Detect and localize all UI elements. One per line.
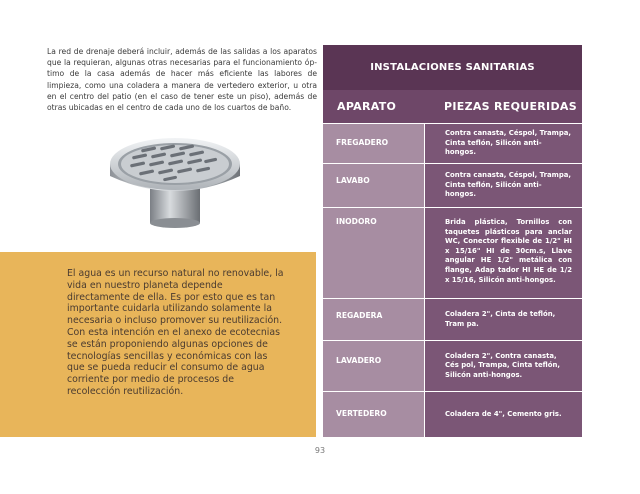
row-aparato: VERTEDERO bbox=[323, 392, 424, 437]
row-piezas: Contra canasta, Céspol, Trampa, Cinta teflón, Silicón anti-hongos. bbox=[424, 124, 582, 163]
row-aparato: FREGADERO bbox=[323, 124, 424, 163]
row-aparato: LAVADERO bbox=[323, 341, 424, 391]
row-piezas: Contra canasta, Céspol, Trampa, Cinta teflón, Silicón anti-hongos. bbox=[424, 164, 582, 207]
row-aparato: INODORO bbox=[323, 208, 424, 298]
table-row bbox=[323, 340, 582, 391]
sanitary-installations-table bbox=[323, 45, 582, 437]
table-row bbox=[323, 163, 582, 207]
table-title: INSTALACIONES SANITARIAS bbox=[323, 45, 582, 90]
row-piezas: Coladera de 4", Cemento gris. bbox=[424, 392, 582, 437]
table-row bbox=[323, 207, 582, 298]
page-number: 93 bbox=[314, 446, 326, 455]
row-piezas: Brida plástica, Tornillos con taquetes plásticos para anclar WC, Conector flexible de 1/2" HI x 15/16" HI de 30cm.s, Llave angular HE 1/2" metálica con flange, Adap tador HI HE de 1/2 x 15/16, Silicón anti-hongos. bbox=[424, 208, 582, 298]
table-header bbox=[323, 90, 582, 123]
row-piezas: Coladera 2", Cinta de teflón, Tram pa. bbox=[424, 299, 582, 340]
floor-drain-image bbox=[105, 128, 245, 238]
header-aparato: APARATO bbox=[337, 100, 397, 113]
intro-paragraph: La red de drenaje deberá incluir, además de las salidas a los aparatos que la requieran, algunas otras necesarias para el funcionamiento óp-timo de la casa además de hacer más eficiente las labores de limpieza, como una coladera a manera de vertedero exterior, u otra en el centro del patio (en el caso de tener este un piso), además de otras ubicadas en el centro de cada uno de los cuartos de baño. bbox=[47, 47, 317, 113]
table-row bbox=[323, 391, 582, 437]
row-aparato: REGADERA bbox=[323, 299, 424, 340]
water-callout-box bbox=[0, 252, 316, 437]
row-aparato: LAVABO bbox=[323, 164, 424, 207]
table-row bbox=[323, 123, 582, 163]
header-piezas: PIEZAS REQUERIDAS bbox=[444, 100, 577, 113]
water-callout-text: El agua es un recurso natural no renovable, la vida en nuestro planeta depende directamente de ella. Es por esto que es tan importante cuidarla utilizando solamente la necesaria o incluso promover su reutilización. Con esta intención en el anexo de ecotecnias se están proponiendo algunas opciones de tecnologías sencillas y económicas con las que se pueda reducir el consumo de agua corriente por medio de procesos de recolección reutilización. bbox=[67, 268, 284, 397]
table-row bbox=[323, 298, 582, 340]
row-piezas: Coladera 2", Contra canasta, Cés pol, Trampa, Cinta teflón, Silicón anti-hongos. bbox=[424, 341, 582, 391]
